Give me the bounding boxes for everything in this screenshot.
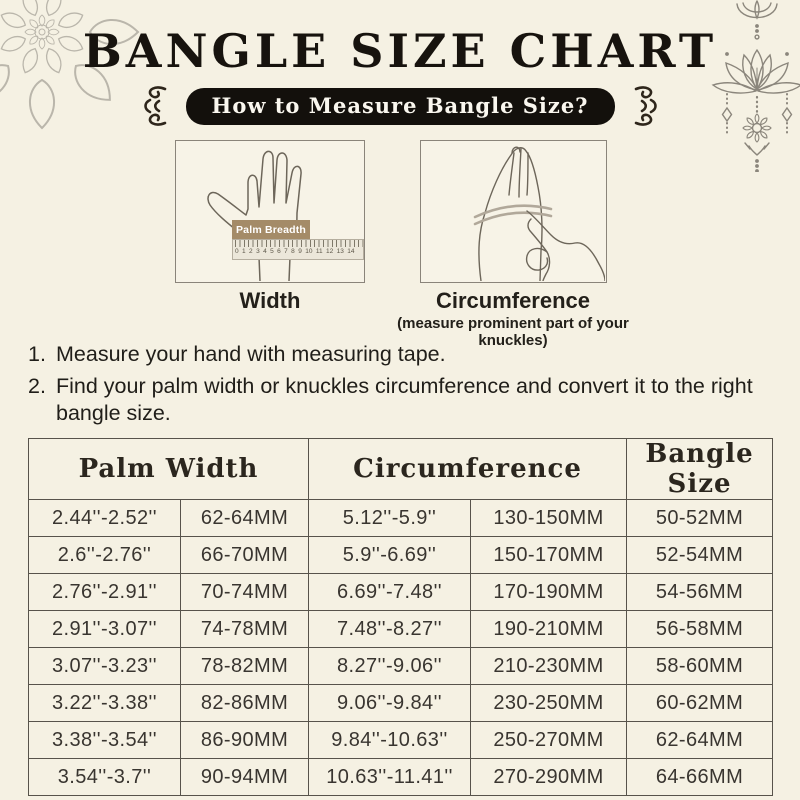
table-header-row [29, 439, 773, 500]
circumference-mm: 150-170MM [471, 537, 627, 574]
circumference-in: 7.48''-8.27'' [309, 611, 471, 648]
ruler-numbers: 0 1 2 3 4 5 6 7 8 9 10 11 12 13 14 [235, 248, 355, 255]
table-row [29, 611, 773, 648]
flourish-right-icon [629, 84, 663, 128]
bangle-size: 64-66MM [627, 759, 773, 796]
circumference-in: 6.69''-7.48'' [309, 574, 471, 611]
step-number: 1. [28, 342, 46, 366]
circumference-caption-note: (measure prominent part of your knuckles) [397, 315, 629, 349]
bangle-size: 52-54MM [627, 537, 773, 574]
palm-width-mm: 90-94MM [181, 759, 309, 796]
crescent-moon-icon [737, 4, 777, 18]
instruction-step-2 [28, 373, 772, 427]
hand-with-ruler-icon [176, 141, 363, 281]
circumference-mm: 270-290MM [471, 759, 627, 796]
circumference-mm: 210-230MM [471, 648, 627, 685]
palm-width-in: 2.76''-2.91'' [29, 574, 181, 611]
hands-measuring-tape-icon [421, 141, 605, 281]
table-row [29, 574, 773, 611]
palm-width-in: 2.91''-3.07'' [29, 611, 181, 648]
bangle-size: 54-56MM [627, 574, 773, 611]
page-title: BANGLE SIZE CHART [82, 24, 718, 78]
col-header-circumference: Circumference [309, 439, 627, 500]
table-row [29, 685, 773, 722]
instruction-step-1 [28, 341, 772, 368]
palm-width-mm: 82-86MM [181, 685, 309, 722]
palm-width-in: 2.44''-2.52'' [29, 500, 181, 537]
palm-breadth-tag: Palm Breadth [232, 220, 310, 239]
table-row [29, 500, 773, 537]
circumference-in: 5.12''-5.9'' [309, 500, 471, 537]
col-header-bangle-size: Bangle Size [627, 439, 773, 500]
step-number: 2. [28, 374, 46, 398]
palm-width-in: 3.22''-3.38'' [29, 685, 181, 722]
palm-width-in: 3.07''-3.23'' [29, 648, 181, 685]
circumference-measure-illustration [420, 140, 607, 283]
table-row [29, 759, 773, 796]
bangle-size: 50-52MM [627, 500, 773, 537]
circumference-mm: 230-250MM [471, 685, 627, 722]
circumference-caption-title: Circumference [435, 288, 591, 313]
circumference-in: 10.63''-11.41'' [309, 759, 471, 796]
palm-width-in: 2.6''-2.76'' [29, 537, 181, 574]
col-header-palm-width: Palm Width [29, 439, 309, 500]
table-row [29, 722, 773, 759]
palm-width-mm: 86-90MM [181, 722, 309, 759]
step-text: Find your palm width or knuckles circumference and convert it to the right bangle size. [56, 374, 753, 425]
bangle-size: 62-64MM [627, 722, 773, 759]
palm-width-mm: 78-82MM [181, 648, 309, 685]
bangle-size: 56-58MM [627, 611, 773, 648]
width-measure-illustration [175, 140, 365, 283]
palm-width-mm: 70-74MM [181, 574, 309, 611]
bangle-size: 60-62MM [627, 685, 773, 722]
how-to-measure-badge: How to Measure Bangle Size? [186, 88, 615, 125]
circumference-in: 9.06''-9.84'' [309, 685, 471, 722]
size-chart-table [28, 438, 773, 796]
instructions [28, 341, 772, 432]
bangle-size: 58-60MM [627, 648, 773, 685]
badge-row [0, 86, 800, 126]
step-text: Measure your hand with measuring tape. [56, 342, 446, 366]
table-row [29, 648, 773, 685]
palm-width-mm: 62-64MM [181, 500, 309, 537]
palm-width-mm: 74-78MM [181, 611, 309, 648]
circumference-in: 5.9''-6.69'' [309, 537, 471, 574]
circumference-mm: 250-270MM [471, 722, 627, 759]
palm-width-mm: 66-70MM [181, 537, 309, 574]
circumference-mm: 130-150MM [471, 500, 627, 537]
ruler-ticks [235, 240, 363, 247]
circumference-in: 8.27''-9.06'' [309, 648, 471, 685]
circumference-mm: 170-190MM [471, 574, 627, 611]
circumference-in: 9.84''-10.63'' [309, 722, 471, 759]
ruler-icon [232, 239, 364, 260]
flourish-left-icon [138, 84, 172, 128]
width-caption: Width [239, 288, 301, 313]
circumference-mm: 190-210MM [471, 611, 627, 648]
circumference-caption [363, 288, 663, 349]
palm-width-in: 3.54''-3.7'' [29, 759, 181, 796]
palm-width-in: 3.38''-3.54'' [29, 722, 181, 759]
table-row [29, 537, 773, 574]
